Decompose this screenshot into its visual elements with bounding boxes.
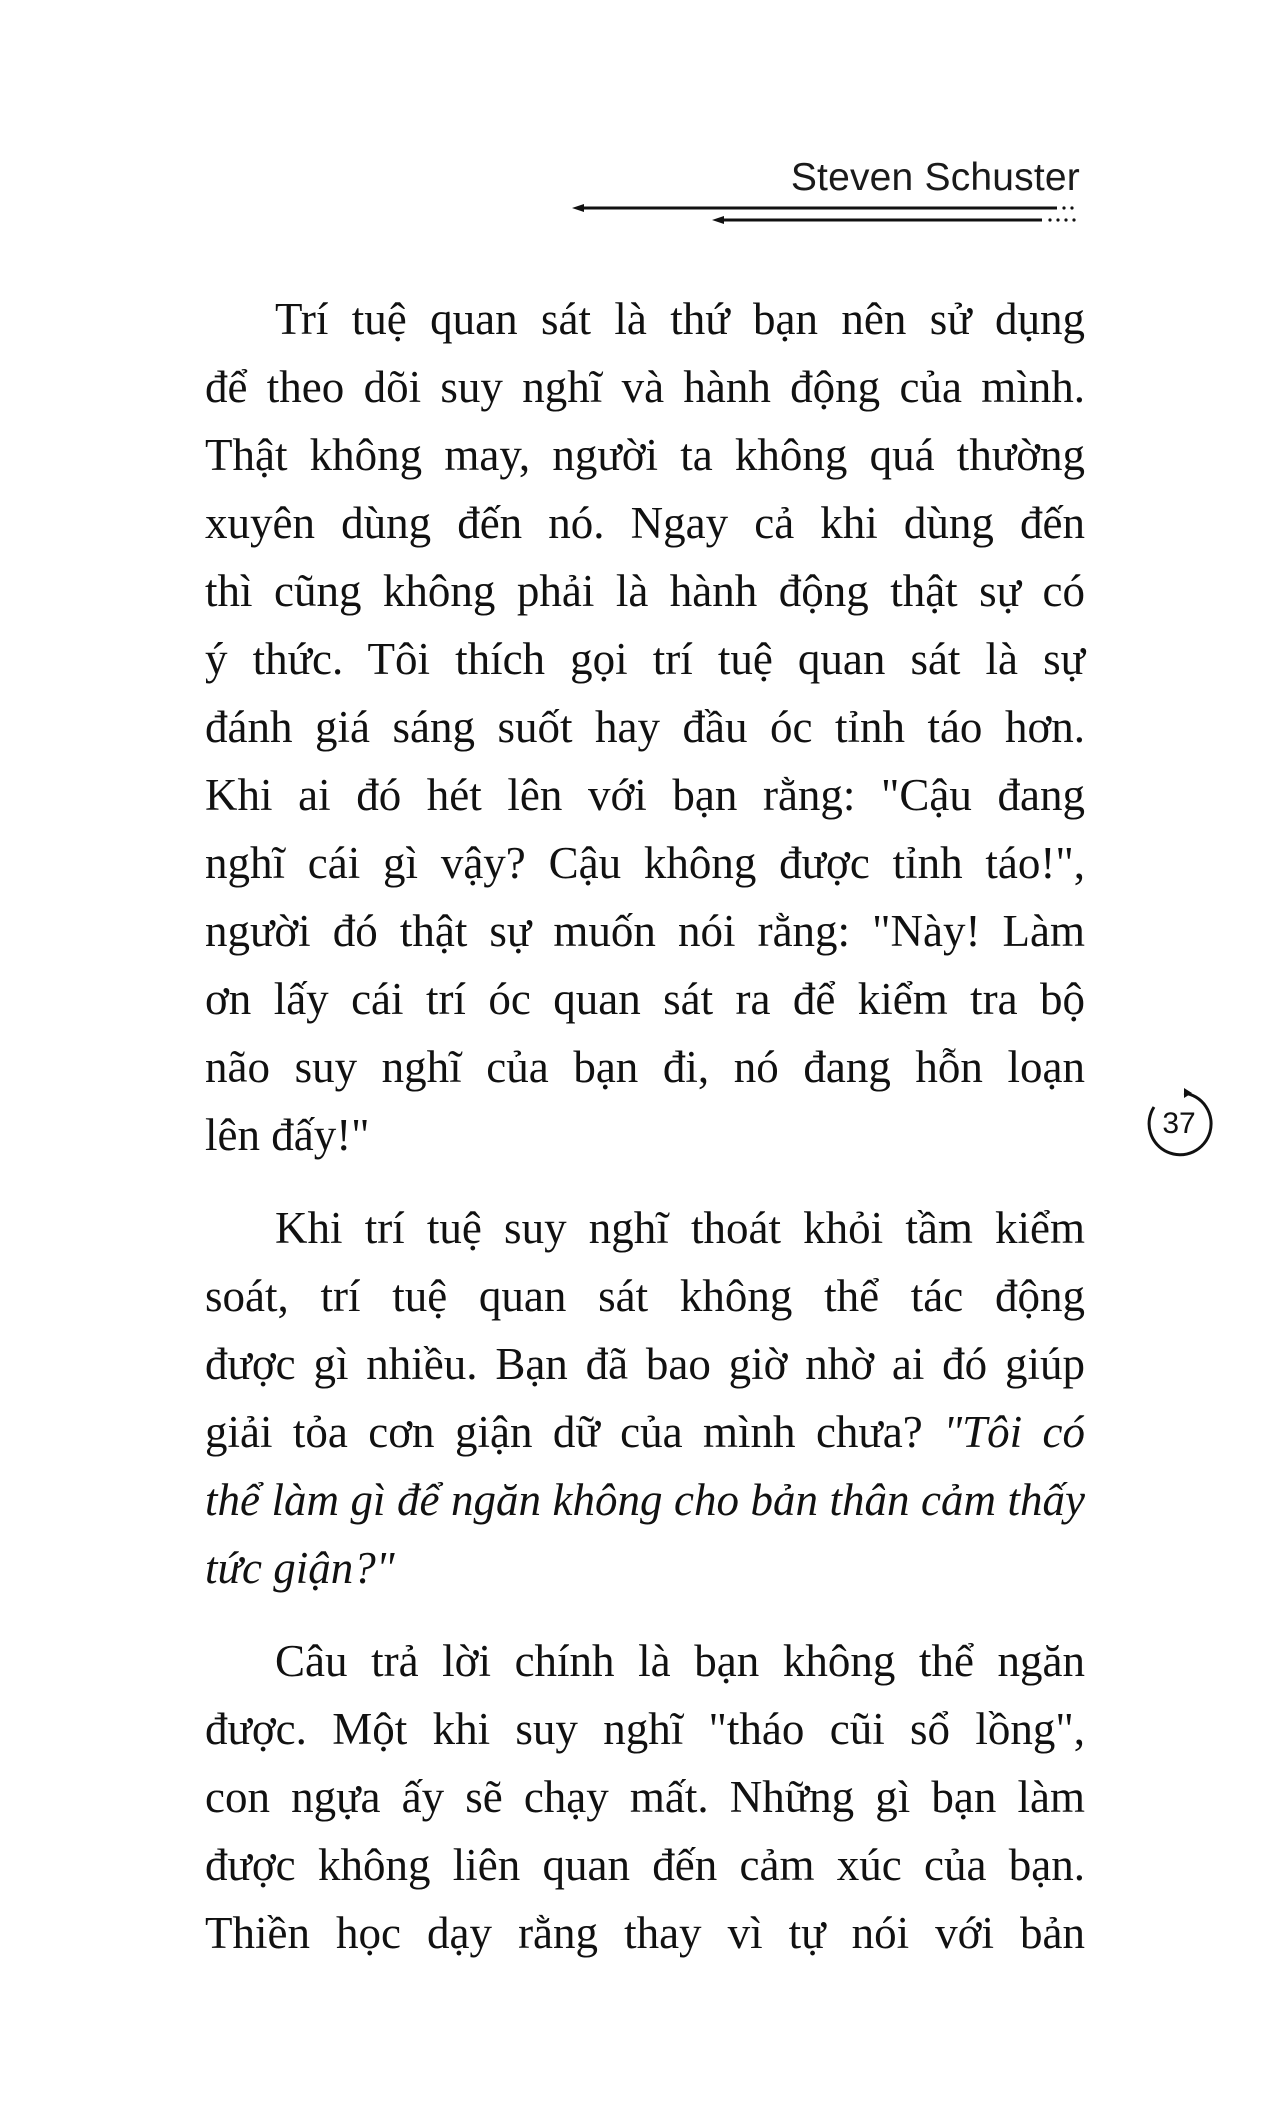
text-line: thì cũng không phải là hành động thật sự có (205, 566, 1085, 616)
text-line: Khi ai đó hét lên với bạn rằng: "Cậu đang (205, 770, 1085, 820)
text-line: xuyên dùng đến nó. Ngay cả khi dùng đến (205, 498, 1085, 548)
text-line: nghĩ cái gì vậy? Cậu không được tỉnh táo!", (205, 838, 1085, 888)
text-line: ơn lấy cái trí óc quan sát ra để kiểm tra bộ (205, 974, 1085, 1024)
text-line: Thật không may, người ta không quá thường (205, 430, 1085, 480)
text-line: não suy nghĩ của bạn đi, nó đang hỗn loạn (205, 1042, 1085, 1092)
text-line-mixed (205, 1398, 1085, 1466)
text-segment: giải tỏa cơn giận dữ của mình chưa? (205, 1407, 923, 1457)
paragraph-2 (205, 1194, 1085, 1602)
text-line: con ngựa ấy sẽ chạy mất. Những gì bạn làm (205, 1772, 1085, 1822)
paragraph-1 (205, 285, 1085, 1169)
text-line: Khi trí tuệ suy nghĩ thoát khỏi tầm kiểm (275, 1203, 1085, 1253)
text-line: ý thức. Tôi thích gọi trí tuệ quan sát là sự (205, 634, 1085, 684)
text-line: người đó thật sự muốn nói rằng: "Này! Làm (205, 906, 1085, 956)
text-line: được gì nhiều. Bạn đã bao giờ nhờ ai đó giúp (205, 1339, 1085, 1389)
paragraph-3 (205, 1627, 1085, 1967)
text-line: Câu trả lời chính là bạn không thể ngăn (275, 1636, 1085, 1686)
text-line: lên đấy!" (205, 1110, 370, 1160)
page-number: 37 (1162, 1107, 1196, 1140)
text-line: đánh giá sáng suốt hay đầu óc tỉnh táo hơn. (205, 702, 1085, 752)
header-rule-decoration (572, 200, 1092, 230)
italic-quote-start: "Tôi có (943, 1407, 1086, 1457)
page-number-badge (1140, 1085, 1218, 1163)
text-line: Trí tuệ quan sát là thứ bạn nên sử dụng (275, 294, 1085, 344)
text-line: Thiền học dạy rằng thay vì tự nói với bản (205, 1908, 1085, 1958)
header-author: Steven Schuster (790, 156, 1080, 199)
italic-quote-line: thể làm gì để ngăn không cho bản thân cảm thấy (205, 1475, 1085, 1525)
text-line: để theo dõi suy nghĩ và hành động của mình. (205, 362, 1085, 412)
text-line: được. Một khi suy nghĩ "tháo cũi sổ lồng", (205, 1704, 1085, 1754)
italic-quote-line: tức giận?" (205, 1543, 395, 1593)
text-line: được không liên quan đến cảm xúc của bạn. (205, 1840, 1085, 1890)
text-line: soát, trí tuệ quan sát không thể tác động (205, 1271, 1085, 1321)
page-body (205, 285, 1085, 1992)
